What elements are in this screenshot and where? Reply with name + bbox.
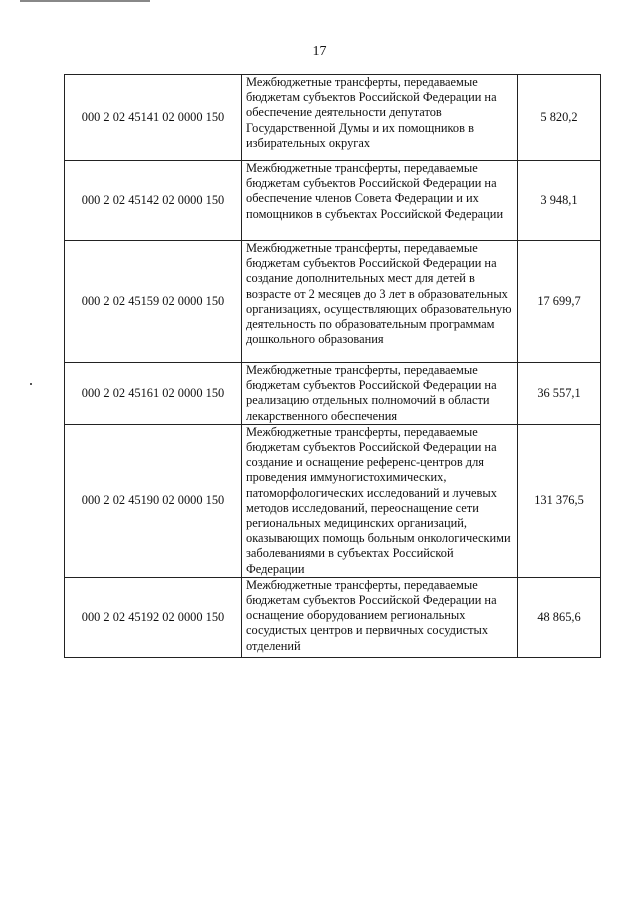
- table-row: [65, 424, 601, 577]
- description-cell: Межбюджетные трансферты, передаваемые бюджетам субъектов Российской Федерации на создание дополнительных мест для детей в возрасте от 2 месяцев до 3 лет в образовательных организациях, осуществляющих образовательную деятельность по образовательным программам дошкольного образования: [242, 241, 518, 363]
- amount-cell: 3 948,1: [518, 161, 601, 241]
- table-row: [65, 75, 601, 161]
- amount-cell: 5 820,2: [518, 75, 601, 161]
- amount-cell: 48 865,6: [518, 577, 601, 657]
- table-row: [65, 363, 601, 425]
- description-cell: Межбюджетные трансферты, передаваемые бюджетам субъектов Российской Федерации на реализацию отдельных полномочий в области лекарственного обеспечения: [242, 363, 518, 425]
- amount-cell: 17 699,7: [518, 241, 601, 363]
- description-cell: Межбюджетные трансферты, передаваемые бюджетам субъектов Российской Федерации на обеспечение деятельности депутатов Государственной Думы и их помощников в избирательных округах: [242, 75, 518, 161]
- description-cell: Межбюджетные трансферты, передаваемые бюджетам субъектов Российской Федерации на оснащение оборудованием региональных сосудистых центров и первичных сосудистых отделений: [242, 577, 518, 657]
- budget-transfers-table: [64, 74, 601, 658]
- table-row: [65, 161, 601, 241]
- table-row: [65, 241, 601, 363]
- budget-code-cell: 000 2 02 45159 02 0000 150: [65, 241, 242, 363]
- description-cell: Межбюджетные трансферты, передаваемые бюджетам субъектов Российской Федерации на обеспечение членов Совета Федерации и их помощников в субъектах Российской Федерации: [242, 161, 518, 241]
- budget-code-cell: 000 2 02 45141 02 0000 150: [65, 75, 242, 161]
- table-row: [65, 577, 601, 657]
- amount-cell: 36 557,1: [518, 363, 601, 425]
- budget-code-cell: 000 2 02 45190 02 0000 150: [65, 424, 242, 577]
- page-number: 17: [312, 44, 327, 59]
- budget-code-cell: 000 2 02 45192 02 0000 150: [65, 577, 242, 657]
- amount-cell: 131 376,5: [518, 424, 601, 577]
- description-cell: Межбюджетные трансферты, передаваемые бюджетам субъектов Российской Федерации на создание и оснащение референс-центров для проведения иммуногистохимических, патоморфологических исследований и лучевых методов исследований, переоснащение сети региональных медицинских организаций, оказывающих помощь больным онкологическими заболеваниями в субъектах Российской Федерации: [242, 424, 518, 577]
- scan-speck: [30, 383, 32, 385]
- budget-code-cell: 000 2 02 45142 02 0000 150: [65, 161, 242, 241]
- budget-code-cell: 000 2 02 45161 02 0000 150: [65, 363, 242, 425]
- scan-edge-mark: [20, 0, 150, 2]
